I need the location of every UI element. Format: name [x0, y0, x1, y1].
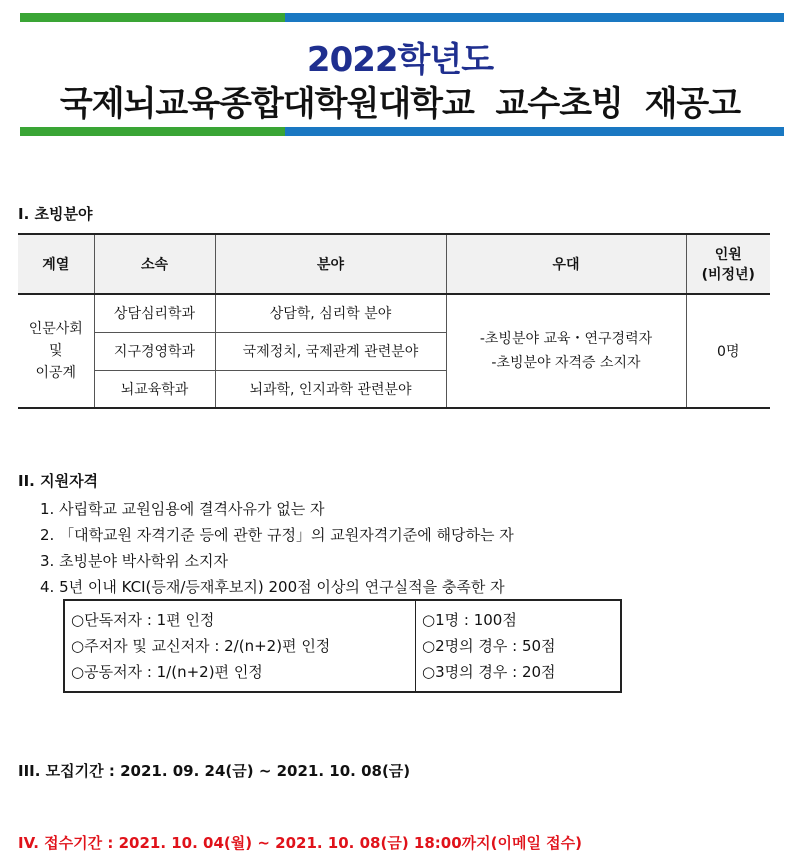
department-cell: 지구경영학과: [94, 332, 215, 370]
field-cell: 상담학, 심리학 분야: [215, 294, 446, 332]
author-credit-line: ○단독저자 : 1편 인정: [71, 611, 215, 629]
list-item: 4. 5년 이내 KCI(등재/등재후보지) 200점 이상의 연구실적을 충족한 자: [40, 578, 505, 596]
table-header-row: [18, 234, 770, 294]
section-heading-fields: I. 초빙분야: [18, 205, 93, 223]
list-item: 1. 사립학교 교원임용에 결격사유가 없는 자: [40, 500, 325, 518]
author-score-line: ○1명 : 100점: [422, 611, 517, 629]
department-cell: 상담심리학과: [94, 294, 215, 332]
header-field: 분야: [215, 234, 446, 294]
author-credit-cell: [64, 600, 416, 692]
top-bar-blue: [285, 13, 784, 22]
field-cell: 뇌과학, 인지과학 관련분야: [215, 370, 446, 408]
list-item: 2. 「대학교원 자격기준 등에 관한 규정」의 교원자격기준에 해당하는 자: [40, 526, 514, 544]
bottom-bar-blue: [285, 127, 784, 136]
author-credit-line: ○주저자 및 교신저자 : 2/(n+2)편 인정: [71, 637, 331, 655]
table-row: [18, 294, 770, 332]
preference-cell: [446, 294, 686, 408]
section-heading-recruitment-period: III. 모집기간 : 2021. 09. 24(금) ~ 2021. 10. 08(금): [18, 762, 411, 780]
preference-line: -초빙분야 자격증 소지자: [491, 355, 641, 371]
header-preference: 우대: [446, 234, 686, 294]
bottom-color-bar: [20, 127, 784, 136]
preference-line: -초빙분야 교육・연구경력자: [479, 331, 653, 347]
header-headcount: [686, 234, 770, 294]
category-line: 인문사회: [28, 321, 83, 337]
section-heading-qualifications: II. 지원자격: [18, 472, 99, 490]
bottom-bar-green: [20, 127, 285, 136]
top-color-bar: [20, 13, 784, 22]
header-headcount-label: 인원: [714, 247, 742, 263]
header-headcount-sub: (비정년): [701, 267, 755, 283]
list-item: 3. 초빙분야 박사학위 소지자: [40, 552, 229, 570]
page-title: 국제뇌교육종합대학원대학교 교수초빙 재공고: [59, 84, 741, 124]
recruitment-fields-table: [18, 233, 770, 409]
title-year: 2022학년도: [306, 40, 494, 80]
category-cell: [18, 294, 94, 408]
top-bar-green: [20, 13, 285, 22]
author-score-line: ○3명의 경우 : 20점: [422, 663, 556, 681]
department-cell: 뇌교육학과: [94, 370, 215, 408]
kci-scoring-table: [63, 599, 622, 693]
author-score-cell: [416, 600, 622, 692]
author-score-line: ○2명의 경우 : 50점: [422, 637, 556, 655]
category-line: 및: [48, 343, 63, 359]
headcount-cell: 0명: [686, 294, 770, 408]
header-category: 계열: [18, 234, 94, 294]
section-heading-application-period: IV. 접수기간 : 2021. 10. 04(월) ~ 2021. 10. 08(금) 18:00까지(이메일 접수): [18, 834, 583, 852]
field-cell: 국제정치, 국제관계 관련분야: [215, 332, 446, 370]
category-line: 이공계: [35, 365, 77, 381]
author-credit-line: ○공동저자 : 1/(n+2)편 인정: [71, 663, 263, 681]
qualification-list: [40, 496, 514, 600]
header-department: 소속: [94, 234, 215, 294]
